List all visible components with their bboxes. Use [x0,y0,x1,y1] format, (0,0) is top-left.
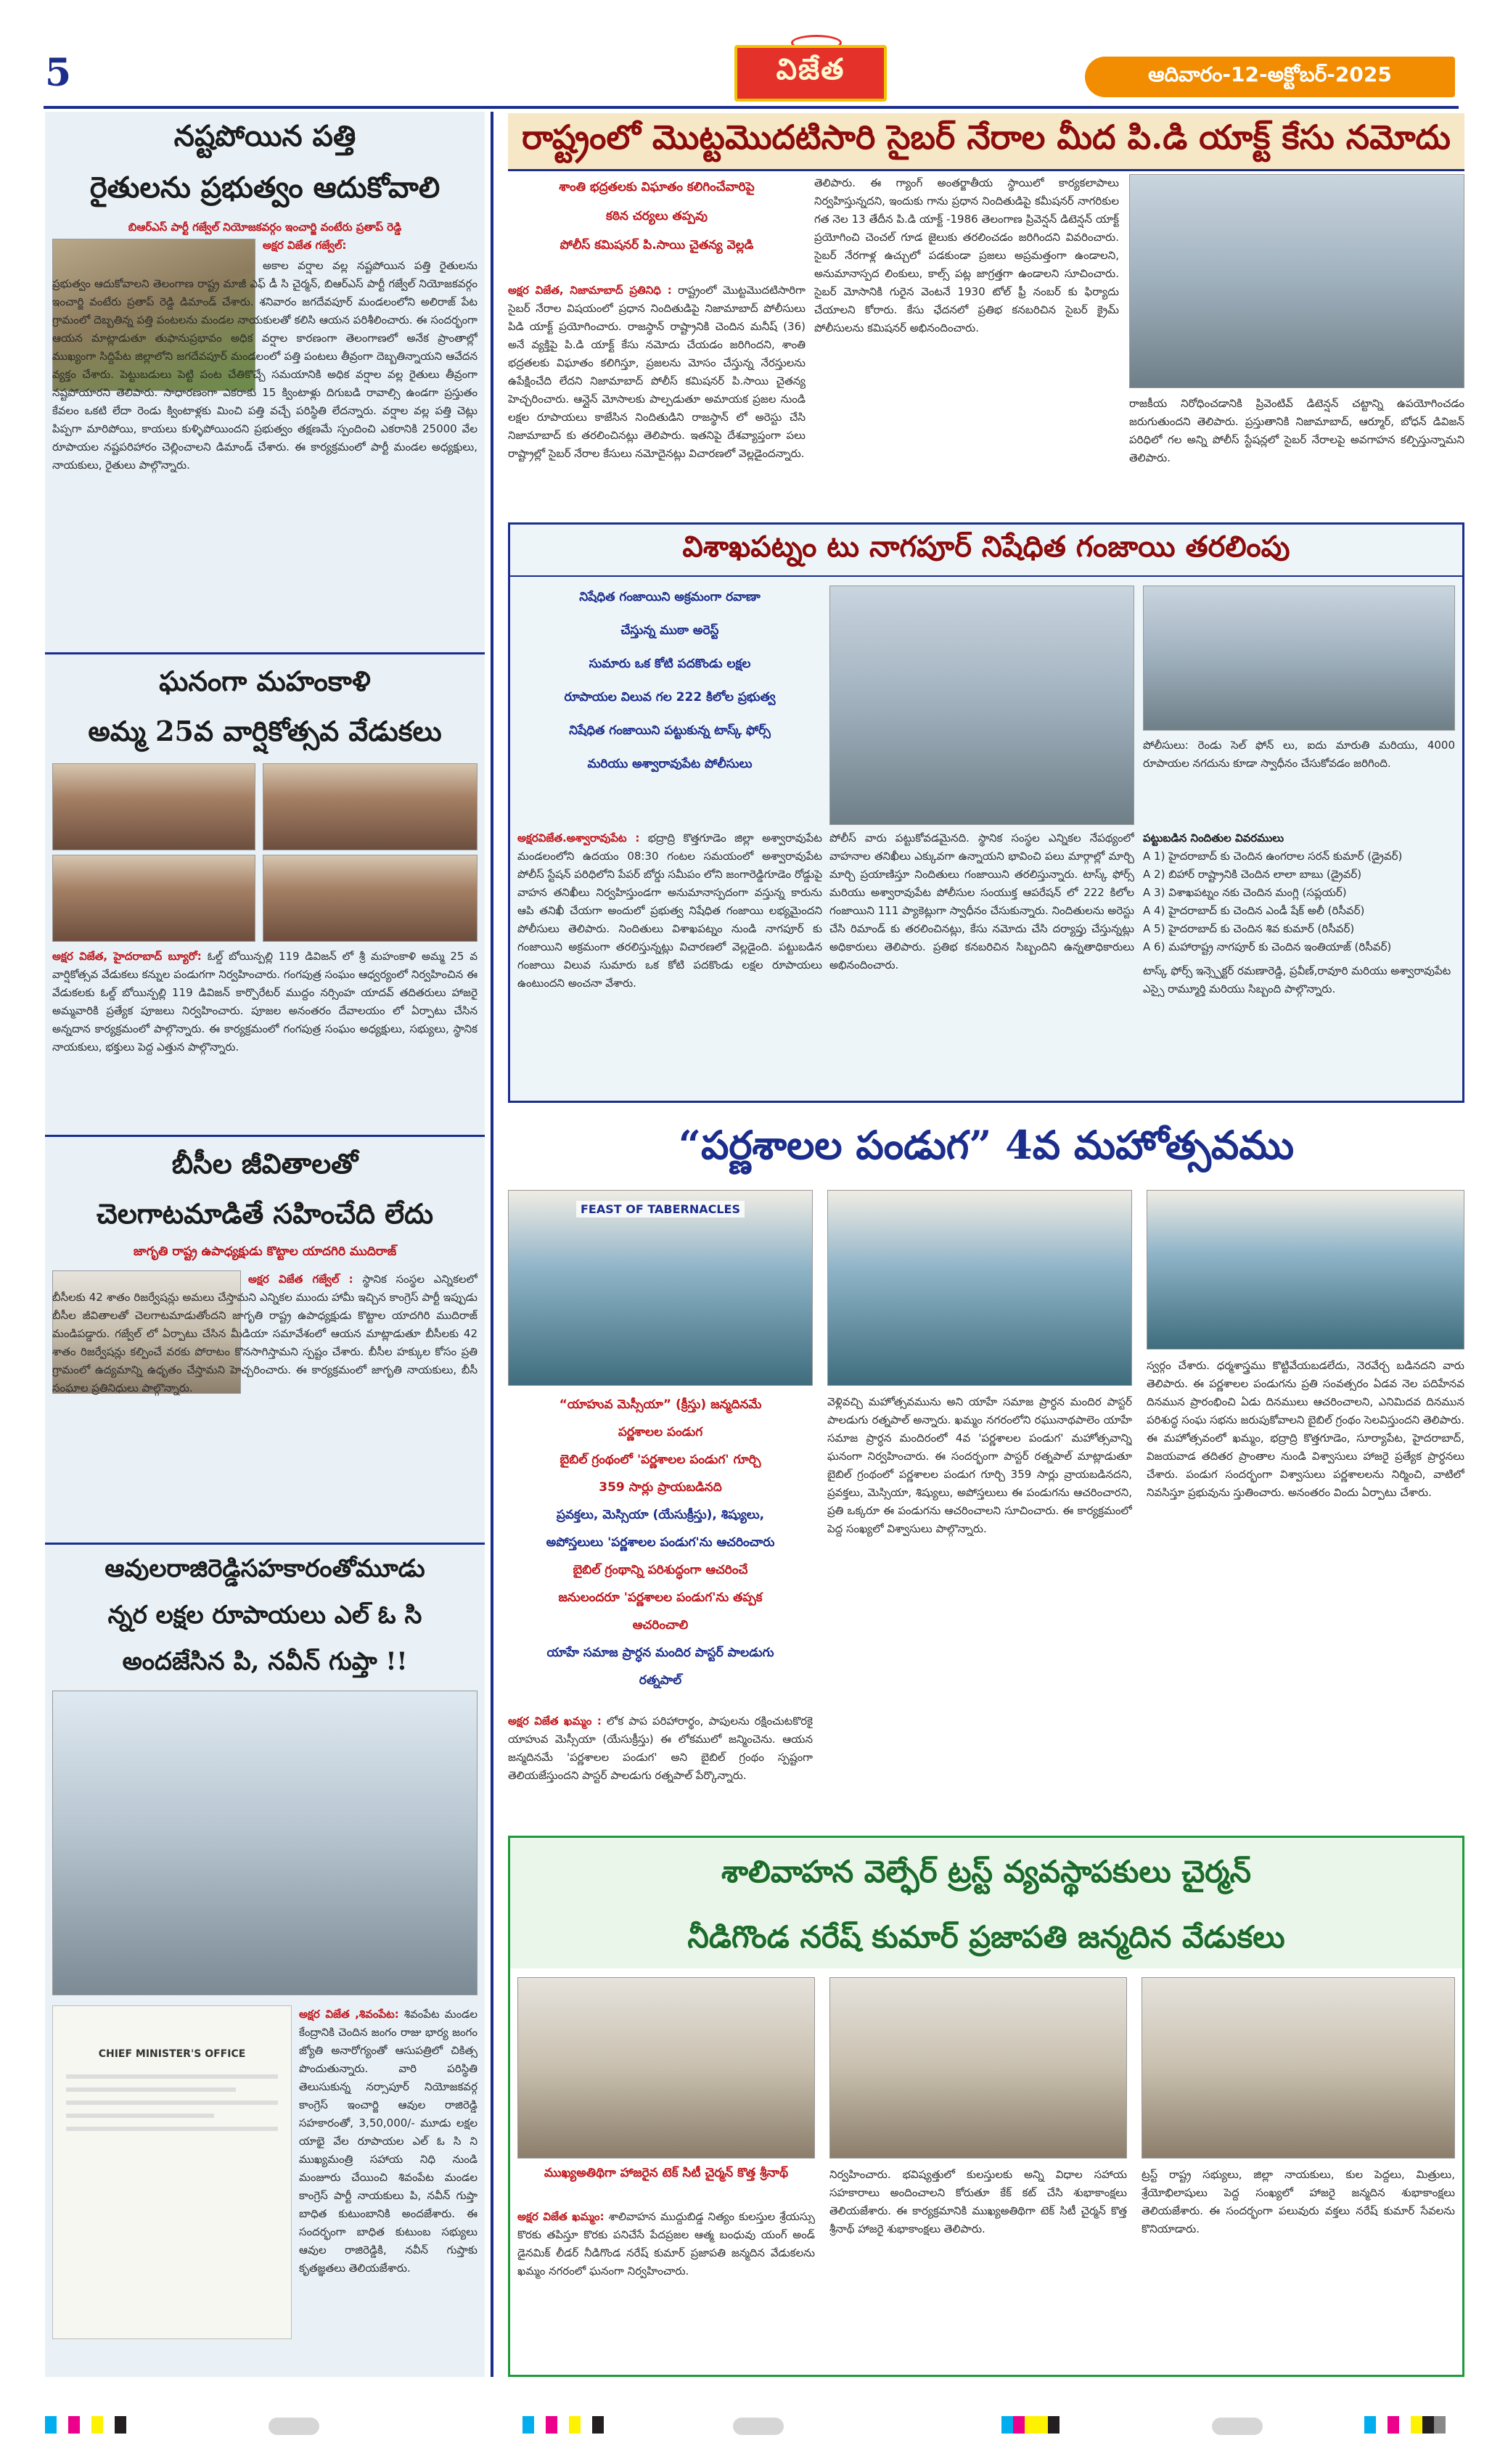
callout-line7: బైబిల్ గ్రంథాన్ని పరిశుద్ధంగా ఆచరించే [573,1563,748,1577]
headline-bar [510,1838,1462,1968]
temple-photo-4 [263,855,478,942]
letter-heading: CHIEF MINISTER'S OFFICE [98,2048,246,2060]
accused-heading: పట్టుబడిన నిందితుల వివరములు [1143,831,1284,845]
headline-line2: రైతులను ప్రభుత్వం ఆదుకోవాలి [89,171,440,205]
story-body-col2: వెళ్లివచ్చి మహోత్సవమును అని యాహే సమాజ ప్రార్ధన మందిర పాస్టర్ పాలడుగు రత్నపాల్ అన్నారు. ఖమ్మం నగరంలోని రఘునాథపాలెం యాహే సమాజ ప్రార్ధన మందిరంలో 4వ 'పర్ణశాలల పండుగ' మహోత్సవాన్ని ఘనంగా నిర్వహించారు. ఈ సందర్భంగా పాస్టర్ రత్నపాల్ మాట్లాడుతూ బైబిల్ గ్రంథంలో పర్ణశాలల పండుగ గూర్చి 359 సార్లు వ్రాయబడినదని, ప్రవక్తలు, మెస్సియా, శిష్యులు, అపోస్తలులు ఈ పండుగను ఆచరించారని, ప్రతి ఒక్కరూ ఈ పండుగను ఆచరించాలని సూచించారు. ఈ కార్యక్రమంలో పెద్ద సంఖ్యలో విశ్వాసులు పాల్గొన్నారు. [827,1395,1132,1535]
callout-line8: జనులందరూ 'పర్ణశాలల పండుగ'ను తప్పక [558,1590,763,1605]
accused-item: A 3) విశాఖపట్నం నకు చెందిన మంగ్లి (సప్లయర్) [1143,886,1347,899]
cm-office-letter [52,2005,292,2339]
registration-pill [1212,2418,1263,2435]
headline-line2: న్నర లక్షల రూపాయలు ఎల్ ఓ సి [107,1601,422,1630]
color-registration-marks [1364,2416,1446,2434]
callout-line5: నిషేధిత గంజాయిని పట్టుకున్న టాస్క్ ఫోర్స్ [569,723,771,738]
story-body-col3: స్వర్గం చేశారు. ధర్మశాస్త్రము కొట్టివేయబడలేదు, నెరవేర్చ బడినదని వారు తెలిపారు. ఈ పర్ణశాలల పండుగను ప్రతి సంవత్సరం ఏడవ నెల పదిహేనవ దినమున ప్రారంభించి ఏడు దినములు ఆచరించాలని, ఎనిమిదవ దినమున పరిశుద్ధ సంఘ సభను జరుపుకోవాలని బైబిల్ గ్రంథం సెలవిస్తుందని తెలిపారు. ఈ మహోత్సవంలో ఖమ్మం, భద్రాద్రి కొత్తగూడెం, సూర్యాపేట, హైదరాబాద్, విజయవాడ తదితర ప్రాంతాల నుండి విశ్వాసులు హాజరై ప్రత్యేక ప్రార్ధనలు చేశారు. పండుగ సందర్భంగా విశ్వాసులు పర్ణశాలలను నిర్మించి, వాటిలో నివసిస్తూ ప్రభువును స్తుతించారు. అనంతరం విందు ఏర్పాటు చేశారు. [1147,1359,1464,1499]
callout-line3: సుమారు ఒక కోటి పదకొండు లక్షల [589,657,751,671]
callout-line2: చేస్తున్న ముఠా అరెస్ట్ [620,623,719,638]
story-text: శాలివాహన ముద్దుబిడ్డ నిత్యం కులస్తుల శ్రేయస్సు కొరకు తపిస్తూ కొరకు పనిచేసే పేదప్రజల ఆత్మ బంధువు యంగ్ అండ్ డైనమిక్ లీడర్ నీడిగొండ నరేష్ కుమార్ ప్రజాపతి జన్మదిన వేడుకలను ఖమ్మం నగరంలో ఘనంగా నిర్వహించారు. [517,2210,815,2278]
story-text: లోక పాప పరిహారార్థం, పాపులను రక్షించుటకొరకై యాహువ మెస్సీయా (యేసుక్రీస్తు) ఈ లోకములో జన్మించెను. ఆయన జన్మదినమే 'పర్ణశాలల పండుగ' అని బైబిల్ గ్రంథం స్పష్టంగా తెలియజేస్తుందని పాస్టర్ పాలడుగు రత్నపాల్ పేర్కొన్నారు. [508,1714,813,1782]
story-text: భద్రాద్రి కొత్తగూడెం జిల్లా అశ్వారావుపేట మండలంలోని ఉదయం 08:30 గంటల సమయంలో అశ్వారావుపేట పోలీస్ స్టేషన్ పరిధిలోని పేపర్ బోర్డు సమీపం లోని జంగారెడ్డిగూడెం రోడ్డుపై వాహన తనిఖీలు నిర్వహిస్తుండగా అనుమానాస్పదంగా వస్తున్న కారును ఆపి తనిఖీ చేయగా అందులో ప్రభుత్వ నిషేధిత గంజాయి లభ్యమైందని పోలీసులు తెలిపారు. నిందితులు విశాఖపట్నం నుండి నాగపూర్ కు గంజాయిని అక్రమంగా తరలిస్తున్నట్లు విచారణలో వెల్లడైంది. పట్టుబడిన గంజాయి విలువ సుమారు ఒక కోటి పదకొండు లక్షల రూపాయలు ఉంటుందని అంచనా వేశారు. [517,831,822,990]
story-body-col1 [517,829,822,1098]
callout-line2: పర్ణశాలల పండుగ [618,1425,703,1440]
callout-box [517,586,822,803]
callout-box [508,1393,813,1705]
story-body-col1 [508,1712,813,1821]
commissioner-photo [1129,174,1464,388]
festival-photo-2 [827,1190,1132,1386]
callout-line1: శాంతి భద్రతలకు విఘాతం కలిగించేవారిపై [559,180,755,194]
accused-photo [1143,586,1455,731]
dateline: అక్షర విజేత, నిజామాబాద్ ప్రతినిధి : [508,284,672,297]
callout-line5: ప్రవక్తలు, మెస్సియా (యేసుక్రీస్తు), శిష్యులు, [556,1508,765,1522]
story-body: అకాల వర్షాల వల్ల నష్టపోయిన పత్తి రైతులను ప్రభుత్వం ఆదుకోవాలని తెలంగాణ రాష్ట్ర మాజీ ఎఫ్ డీ సి చైర్మన్, బిఆర్ఎస్ పార్టీ గజ్వేల్ నియోజకవర్గం ఇంచార్జి వంటేరు ప్రతాప్ రెడ్డి డిమాండ్ చేశారు. శనివారం జగదేవపూర్ మండలంలోని అలిరాజ్ పేట గ్రామంలో దెబ్బతిన్న పత్తి పంటలను మండల నాయకులతో కలిసి ఆయన పరిశీలించారు. ఈ సందర్భంగా ఆయన మాట్లాడుతూ తుఫానుప్రభావం అధిక వర్షాల కారణంగా తెలంగాణలో అనేక ప్రాంతాల్లో ముఖ్యంగా సిద్దిపేట జిల్లాలోని జగదేవపూర్ మండలంలో పత్తి పంటలు తీవ్రంగా దెబ్బతిన్నాయని ఆవేదన వ్యక్తం చేశారు. పెట్టుబడులు పెట్టి పంట చేతికొచ్చే సమయానికి అధిక వర్షాల వల్ల రైతులు తీవ్రంగా నష్టపోయారని తెలిపారు. సాధారణంగా ఎకరాకు 15 క్వింటాళ్లు దిగుబడి రావాల్సి ఉండగా ప్రస్తుతం కేవలం ఒకటి లేదా రెండు క్వింటాళ్లకు మించి పత్తి వచ్చే పరిస్థితి లేదన్నారు. వర్షాల వల్ల పత్తి చెట్లు పిప్పగా మారిపోయి, కాయలు కుళ్ళిపోయిందని ప్రభుత్వం తక్షణమే స్పందించి ఎకరానికి 25000 వేల రూపాయల నష్టపరిహారం చెల్లించాలని డిమాండ్ చేశారు. ఈ కార్యక్రమంలో పార్టీ మండల అధ్యక్షులు, నాయకులు, రైతులు పాల్గొన్నారు. [52,259,478,472]
callout-line4: 359 సార్లు ప్రాయబడినది [599,1480,722,1495]
headline-line1: ఆవులరాజిరెడ్డిసహకారంతోమూడు [104,1554,425,1583]
story-text: స్థానిక సంస్థల ఎన్నికలలో బీసీలకు 42 శాతం రిజర్వేషన్లు అమలు చేస్తామని ఎన్నికల ముందు హామీ ఇచ్చిన కాంగ్రెస్ పార్టీ ఇప్పుడు బీసీల జీవితాలతో చెలగాటమాడుతోందని జాగృతి రాష్ట్ర ఉపాధ్యక్షుడు కొట్టాల యాదగిరి ముదిరాజ్ మండిపడ్డారు. గజ్వేల్ లో ఏర్పాటు చేసిన మీడియా సమావేశంలో ఆయన మాట్లాడుతూ బీసీలకు 42 శాతం రిజర్వేషన్లు కల్పించే వరకు పోరాటం కొనసాగిస్తామని స్పష్టం చేశారు. బీసీల హక్కుల కోసం ప్రతి గ్రామంలో ఉద్యమాన్ని ఉధృతం చేస్తామని హెచ్చరించారు. ఈ కార్యక్రమంలో జాగృతి నాయకులు, బీసీ సంఘాల ప్రతినిధులు పాల్గొన్నారు. [52,1273,478,1395]
story-bc-reservations [45,1138,485,1395]
lead-banner [508,113,1464,171]
callout: ముఖ్యఅతిథిగా హాజరైన టెక్ సిటీ చైర్మన్ కొత్త శ్రీనాథ్ [544,2166,789,2180]
divider [45,1135,485,1137]
temple-photo-2 [263,763,478,850]
story-cyber-pd-act [508,174,1464,515]
date-bar [1085,57,1455,97]
headline-line1: శాలివాహన వెల్ఫేర్ ట్రస్ట్ వ్యవస్థాపకులు చైర్మన్ [721,1854,1252,1889]
callout-box [508,174,806,283]
registration-pill [269,2418,319,2435]
accused-item: A 1) హైదరాబాద్ కు చెందిన ఉంగరాల సరన్ కుమార్ (డ్రైవర్) [1143,850,1403,863]
temple-photo-1 [52,763,255,850]
temple-photo-3 [52,855,255,942]
story-mahankali [45,656,485,1054]
story-ganja-seizure [508,522,1464,1103]
accused-item: A 6) మహారాష్ట్ర నాగపూర్ కు చెందిన ఇంతియాజ్ (రిసీవర్) [1143,940,1392,953]
dateline: అక్షర విజేత, హైదరాబాద్ బ్యూరో: [52,950,202,963]
story-body-col2: పోలీస్ వారు పట్టుకోవడమైనది. స్థానిక సంస్థల ఎన్నికల నేపథ్యంలో వాహనాల తనిఖీలు ఎక్కువగా ఉన్నాయని భావించి పలు మార్గాల్లో మార్చి మార్చి ప్రయాణిస్తూ నిందితులు గంజాయిని తరలిస్తున్నారు. టాస్క్ ఫోర్స్ మరియు అశ్వారావుపేట పోలీసుల సంయుక్త ఆపరేషన్ లో 222 కిలోల గంజాయిని 111 ప్యాకెట్లుగా స్వాధీనం చేసుకున్నారు. నిందితులను అరెస్టు చేసి రిమాండ్ కు తరలించినట్లు, కేసు నమోదు చేసి దర్యాప్తు చేస్తున్నట్లు అధికారులు తెలిపారు. ప్రతిభ కనబరిచిన సిబ్బందిని ఉన్నతాధికారులు అభినందించారు. [829,831,1134,972]
headline-line3: అందజేసిన పి, నవీన్ గుప్తా !! [122,1647,408,1676]
newspaper-logo [734,45,887,102]
story-feast-of-tabernacles [508,1117,1464,1828]
page-number: 5 [45,51,72,95]
headline-line2: నీడిగొండ నరేష్ కుమార్ ప్రజాపతి జన్మదిన వేడుకలు [687,1919,1285,1955]
story-body-col1 [517,2208,815,2368]
story-loc-cheque [45,1547,485,2275]
story-cotton-farmers [45,112,485,472]
callout-line3: పోలీస్ కమిషనర్ పి.సాయి చైతన్య వెల్లడి [560,238,754,252]
story-text: శివంపేట మండల కేంద్రానికి చెందిన జంగం రాజు భార్య జంగం జ్యోతి అనారోగ్యంతో ఆసుపత్రిలో చికిత్స పొందుతున్నారు. వారి పరిస్థితి తెలుసుకున్న నర్సాపూర్ నియోజకవర్గ కాంగ్రెస్ ఇంచార్జి ఆవుల రాజిరెడ్డి సహకారంతో, 3,50,000/- మూడు లక్షల యాభై వేల రూపాయల ఎల్ ఓ సి ని ముఖ్యమంత్రి సహాయ నిధి నుండి మంజూరు చేయించి శివంపేట మండల కాంగ్రెస్ పార్టీ నాయకులు పి, నవీన్ గుప్తా బాధిత కుటుంబానికి అందజేశారు. ఈ సందర్భంగా బాధిత కుటుంబ సభ్యులు ఆవుల రాజిరెడ్డికి, నవీన్ గుప్తాకు కృతజ్ఞతలు తెలియజేశారు. [299,2008,478,2275]
byline: బిఆర్ఎస్ పార్టీ గజ్వేల్ నియోజకవర్గం ఇంచార్జి వంటేరు ప్రతాప్ రెడ్డి [128,221,402,234]
color-registration-marks [45,2416,138,2434]
story-text: రాష్ట్రంలో మొట్టమొదటిసారిగా సైబర్ నేరాల విషయంలో ప్రధాన నిందితుడిపై నిజామాబాద్ పోలీసులు పిడి యాక్ట్ ప్రయోగించారు. రాజస్థాన్ రాష్ట్రానికి చెందిన మనీష్ (36) అనే వ్యక్తిపై పి.డి యాక్ట్ కేసు నమోదు చేయడం జరిగిందని, శాంతి భద్రతలకు విఘాతం కలిగిస్తూ, ప్రజలను మోసం చేస్తున్న నేరస్తులను ఉపేక్షించేది లేదని నిజామాబాద్ పోలీస్ కమిషనర్ పి.సాయి చైతన్య హెచ్చరించారు. ఆన్లైన్ మోసాలకు పాల్పడుతూ అమాయక ప్రజల నుండి లక్షల రూపాయలు కాజేసిన నిందితుడిని రాజస్థాన్ లో అరెస్టు చేసి నిజామాబాద్ కు తరలించినట్లు తెలిపారు. ఇతనిపై దేశవ్యాప్తంగా పలు రాష్ట్రాల్లో సైబర్ నేరాల కేసులు నమోదైనట్లు విచారణలో వెల్లడైందన్నారు. [508,284,806,460]
callout-line9: ఆచరించాలి [632,1618,689,1633]
closing-text: టాస్క్ ఫోర్స్ ఇన్స్పెక్టర్ రమణారెడ్డి, ప్రవీణ్,రావూరి మరియు అశ్వారావుపేట ఎస్సై రామ్మూర్తి మరియు సిబ్బంది పాల్గొన్నారు. [1143,964,1451,995]
cake-cutting-photo [517,1977,815,2159]
story-body [52,1270,478,1532]
headline-line2: అమ్మ 25వ వార్షికోత్సవ వేడుకలు [88,715,442,747]
byline: జాగృతి రాష్ట్ర ఉపాధ్యక్షుడు కొట్టాల యాదగిరి ముదిరాజ్ [133,1244,397,1259]
headline-line1: బీసీల జీవితాలతో [171,1147,358,1180]
photo-caption: పోలీసులు: రెండు సెల్ ఫోన్ లు, ఐదు మారుతి మరియు, 4000 రూపాయల నగదును కూడా స్వాధీనం చేసుకోవడం జరిగింది. [1143,739,1455,770]
headline-line1: నష్టపోయిన పత్తి [173,119,356,153]
logo-text: విజేత [776,53,845,86]
callout-line4: రూపాయల విలువ గల 222 కిలోల ప్రభుత్వ [564,690,776,705]
callout-line6: అపోస్తలులు 'పర్ణశాలల పండుగ'ను ఆచరించారు [546,1535,775,1550]
dateline: అక్షరవిజేత.అశ్వారావుపేట : [517,831,640,845]
callout-line1: “యాహువ మెస్సీయా” (క్రీస్తు) జన్మదినమే [559,1397,762,1412]
photo-caption: రాజకీయ నిరోధించడానికి ప్రివెంటివ్ డిటెన్షన్ చట్టాన్ని ఉపయోగించడం జరుగుతుందని తెలిపారు. ప్రస్తుతానికి నిజామాబాద్, ఆర్మూర్, బోధన్ డివిజన్ పరిధిలో గల అన్ని పోలీస్ స్టేషన్లలో సైబర్ నేరాలపై అవగాహన కల్పిస్తున్నామని తెలిపారు. [1129,397,1464,464]
lead-headline: రాష్ట్రంలో మొట్టమొదటిసారి సైబర్ నేరాల మీద పి.డి యాక్ట్ కేసు నమోదు [522,117,1451,157]
story-body [52,948,478,1129]
story-body-col1 [508,282,806,514]
callout-line10: యాహే సమాజ ప్రార్ధన మందిర పాస్టర్ పాలడుగు [546,1646,774,1660]
divider [45,1543,485,1545]
callout-line11: రత్నపాల్ [639,1673,682,1688]
story-body-col2: నిర్వహించారు. భవిష్యత్తులో కులస్తులకు అన్ని విధాల సహాయ సహకారాలు అందించాలని కోరుతూ కేక్ కట్ చేసి శుభాకాంక్షలు తెలియజేశారు. ఈ కార్యక్రమానికి ముఖ్యఅతిథిగా టెక్ సిటీ చైర్మన్ కొత్త శ్రీనాథ్ హాజరై శుభాకాంక్షలు తెలిపారు. [829,2168,1127,2235]
celebration-photo [829,1977,1127,2159]
story-text: ఓల్డ్ బోయిన్పల్లి 119 డివిజన్ లో శ్రీ మహంకాళి అమ్మ 25 వ వార్షికోత్సవ వేడుకలు కన్నుల పండుగగా నిర్వహించారు. గంగపుత్ర సంఘం ఆధ్వర్యంలో నిర్వహించిన ఈ వేడుకలకు ఓల్డ్ బోయిన్పల్లి 119 డివిజన్ కార్పొరేటర్ ముద్దం నర్సింహ యాదవ్ తదితరులు హాజరై అమ్మవారికి ప్రత్యేక పూజలు నిర్వహించారు. పూజల అనంతరం దేవాలయం లో ఏర్పాటు చేసిన అన్నదాన కార్యక్రమంలో పాల్గొన్నారు. ఈ కార్యక్రమంలో గంగపుత్ర సంఘం అధ్యక్షులు, సభ్యులు, స్థానిక నాయకులు, భక్తులు పెద్ద ఎత్తున పాల్గొన్నారు. [52,950,478,1054]
festival-photo-3 [1147,1190,1464,1350]
story-body [299,2005,478,2339]
dateline: అక్షర విజేత గజ్వేల్ : [248,1273,353,1286]
cheque-handover-photo [52,1691,478,1995]
story-body-col3: ట్రస్ట్ రాష్ట్ర సభ్యులు, జిల్లా నాయకులు, కుల పెద్దలు, మిత్రులు, శ్రేయోభిలాషులు పెద్ద సంఖ్యలో హాజరై జన్మదిన శుభాకాంక్షలు తెలియజేశారు. ఈ సందర్భంగా పలువురు వక్తలు నరేష్ కుమార్ సేవలను కొనియాడారు. [1142,2168,1455,2235]
edition-date: ఆదివారం-12-అక్టోబర్-2025 [1148,62,1392,86]
accused-list [1143,829,1455,1098]
dateline: అక్షర విజేత గజ్వేల్: [263,239,347,252]
color-registration-marks [522,2416,615,2434]
column-rule [491,112,493,2377]
accused-item: A 2) బిహార్ రాష్ట్రానికి చెందిన లాలా బాబు (డ్రైవర్) [1143,868,1362,881]
felicitation-photo [1142,1977,1455,2159]
headline-bar [510,525,1462,577]
masthead-rule [44,106,1459,109]
headline: “పర్ణశాలల పండుగ” 4వ మహోత్సవము [678,1122,1295,1168]
dateline: అక్షర విజేత ,శివంపేట: [299,2008,399,2021]
callout-line1: నిషేధిత గంజాయిని అక్రమంగా రవాణా [579,590,761,604]
registration-pill [733,2418,784,2435]
color-registration-marks [1001,2416,1071,2434]
story-birthday-celebration [508,1836,1464,2377]
callout-line3: బైబిల్ గ్రంథంలో 'పర్ణశాలల పండుగ' గూర్చి [560,1453,761,1467]
story-body-col2: తెలిపారు. ఈ గ్యాంగ్ అంతర్జాతీయ స్థాయిలో కార్యకలాపాలు నిర్వహిస్తున్నదని, ఇందుకు గాను ప్రధాన నిందితుడిపై కమీషనర్ నాగరికుల గత నెల 13 తేదీన పి.డి యాక్ట్ -1986 తెలంగాణ ప్రివెన్షన్ డిటెన్షన్ యాక్ట్ ప్రయోగించి చెంచల్ గూడ జైలుకు తరలించడం జరిగిందని వివరించారు. సైబర్ నేరగాళ్ల ఉచ్చులో పడకుండా ప్రజలు అప్రమత్తంగా ఉండాలని, అనుమానాస్పద లింకులు, కాల్స్ పట్ల జాగ్రత్తగా ఉండాలని సూచించారు. సైబర్ మోసానికి గురైన వెంటనే 1930 టోల్ ఫ్రీ నంబర్ కు ఫిర్యాదు చేయాలని కోరారు. కేసు ఛేదనలో ప్రతిభ కనబరిచిన సైబర్ క్రైమ్ పోలీసులను కమిషనర్ అభినందించారు. [814,176,1119,334]
dateline: అక్షర విజేత ఖమ్మం : [508,1714,602,1728]
callout-line2: కఠిన చర్యలు తప్పవు [606,209,708,223]
photo-banner-text: FEAST OF TABERNACLES [576,1201,745,1217]
dateline: అక్షర విజేత ఖమ్మం: [517,2210,604,2223]
headline-line2: చెలగాటమాడితే సహించేది లేదు [96,1197,434,1230]
masthead [0,0,1500,109]
headline-line1: ఘనంగా మహంకాళి [159,665,371,697]
headline: విశాఖపట్నం టు నాగపూర్ నిషేధిత గంజాయి తరలింపు [682,529,1290,564]
divider [45,652,485,654]
festival-photo-1 [508,1190,813,1386]
left-column [45,112,485,2377]
callout-line6: మరియు అశ్వారావుపేట పోలీసులు [587,757,753,771]
accused-item: A 5) హైదరాబాద్ కు చెందిన శివ కుమార్ (రిసీవర్) [1143,922,1355,935]
seizure-photo [829,586,1134,825]
accused-item: A 4) హైదరాబాద్ కు చెందిన ఎండీ షేక్ అలీ (రిసీవర్) [1143,904,1365,917]
